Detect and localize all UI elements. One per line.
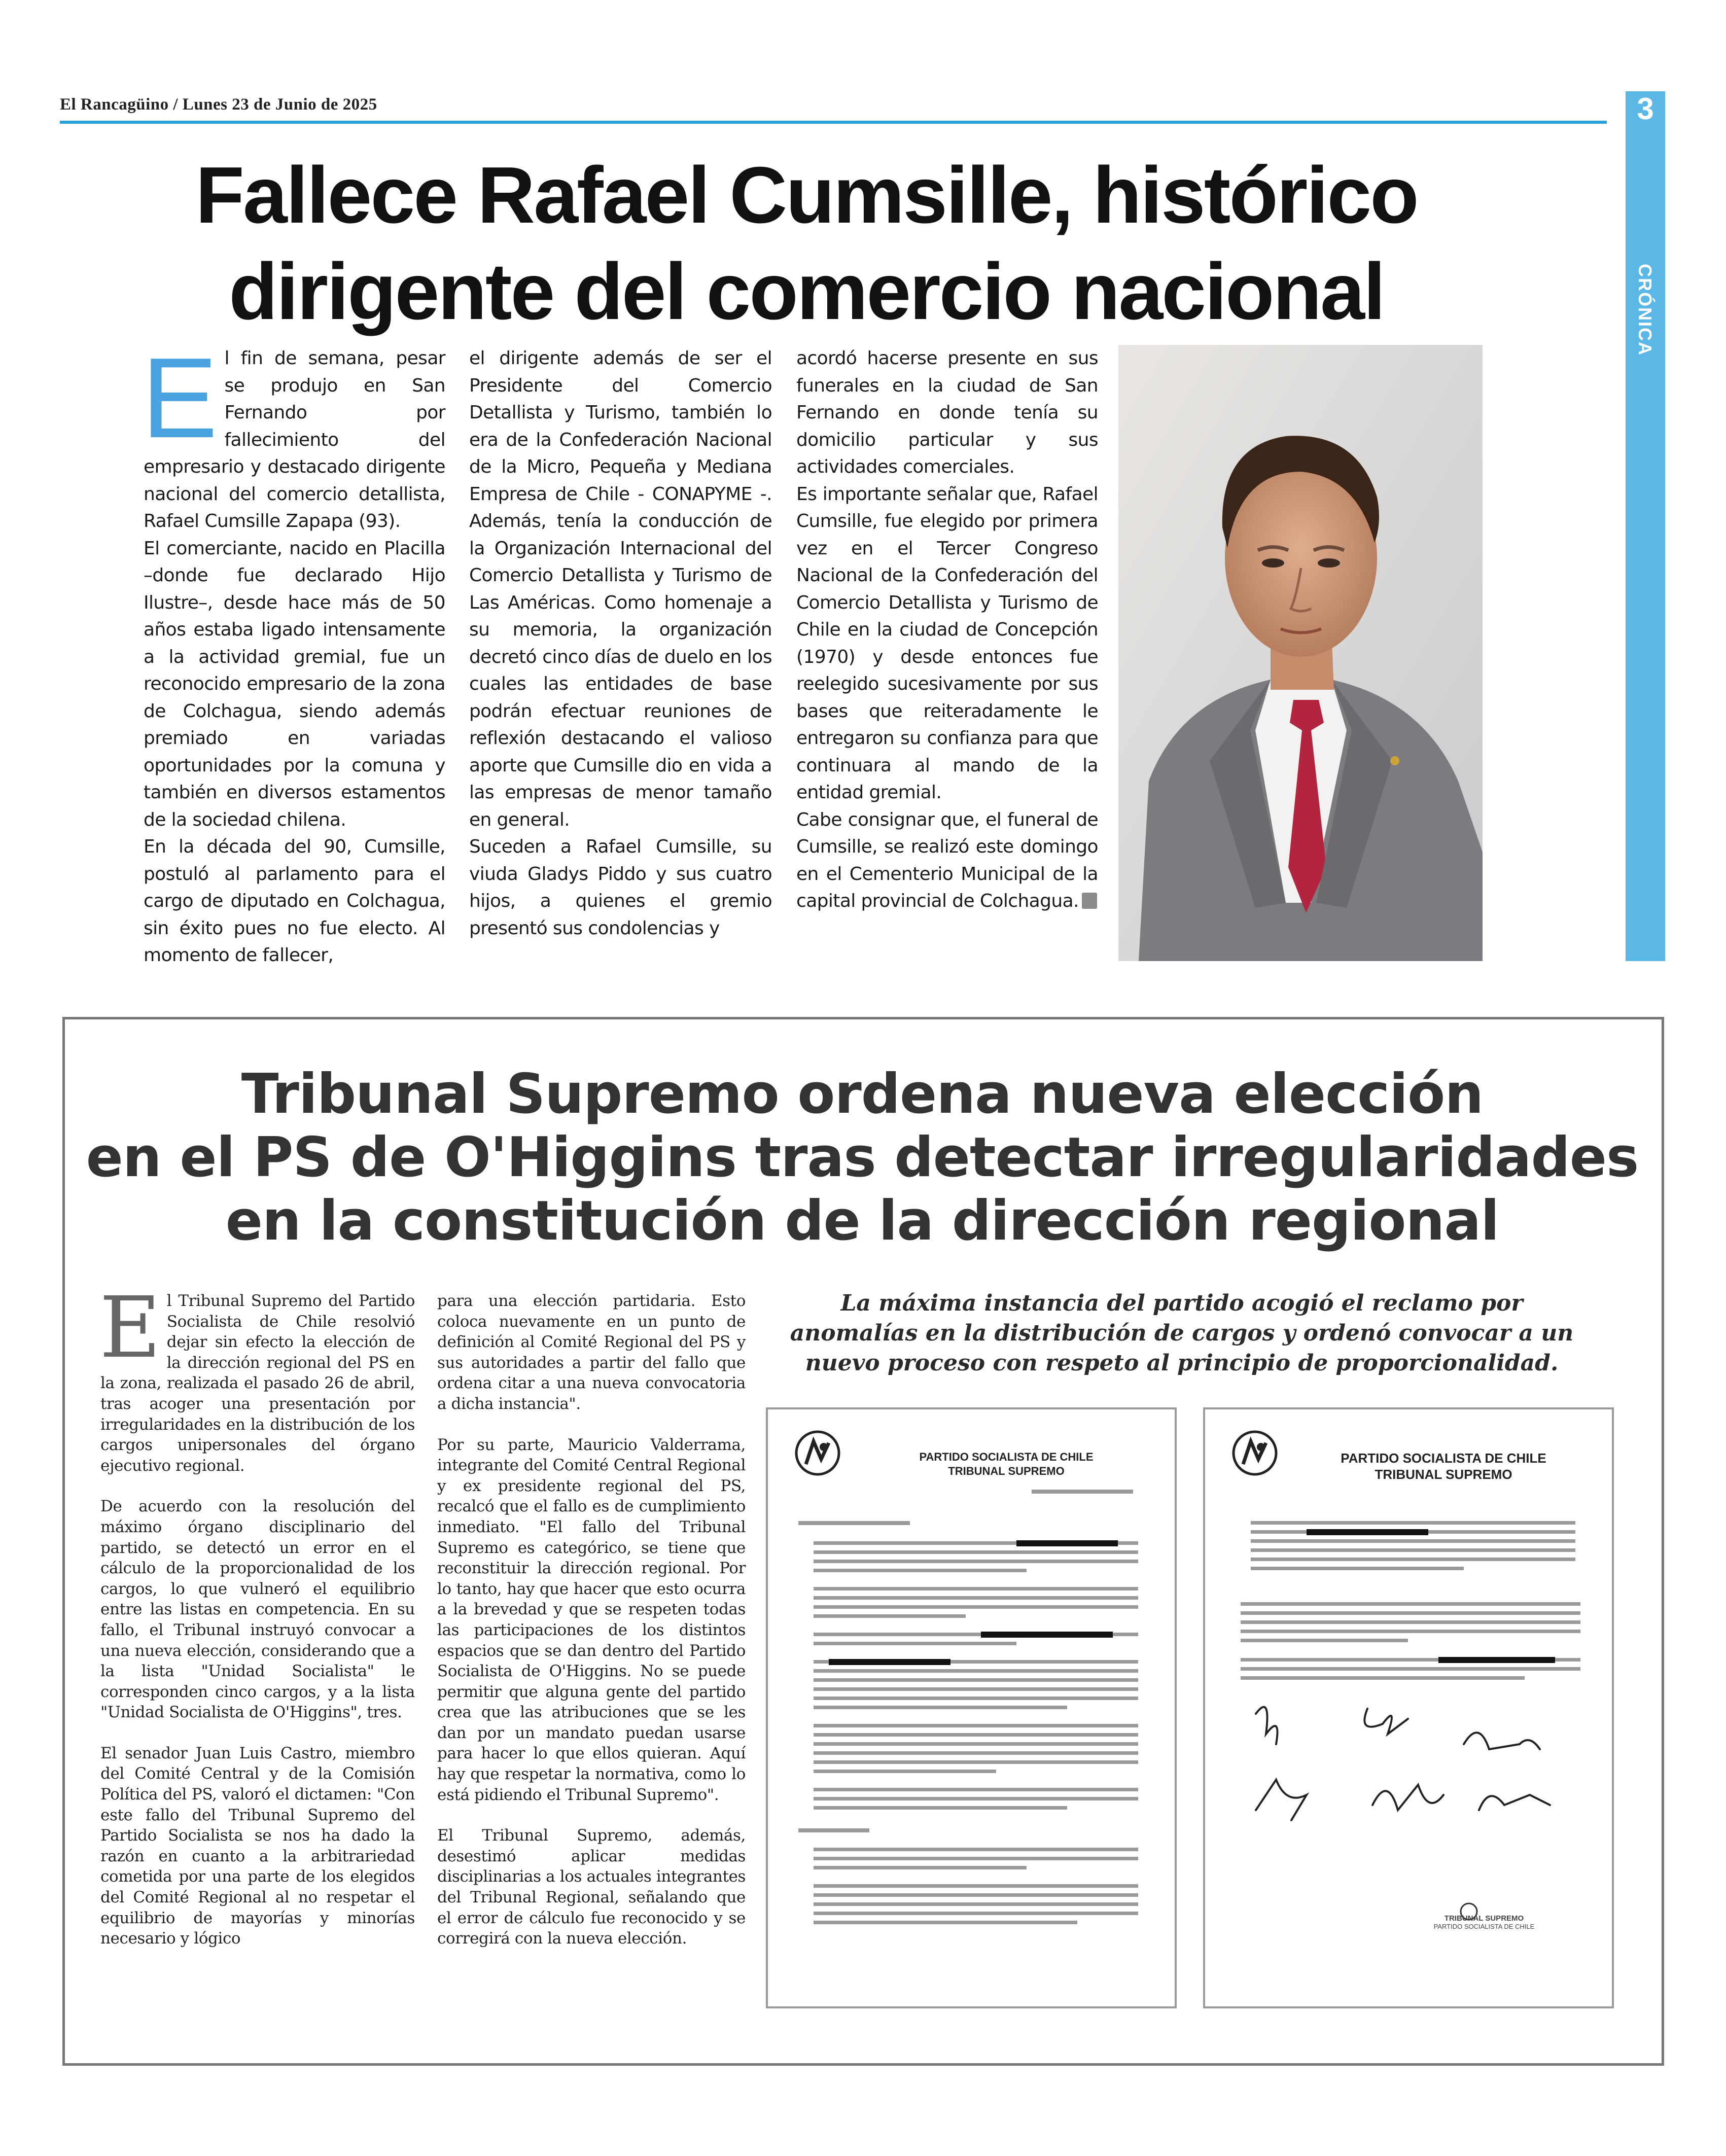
header-rule [60,121,1607,124]
document-header-line2: TRIBUNAL SUPREMO [1375,1467,1512,1482]
page-number: 3 [1637,92,1654,126]
article1-p5: Es importante señalar que, Rafael Cumsille, fue elegido por primera vez en el Tercer Congreso Nacional de la Confederación del Comercio Detallista y Turismo de Chile en la ciudad de Concepción (1970) y desde entonces fue reelegido sucesivamente por sus bases que reiteradamente le entregaron su confianza para que continuara al mando de la entidad gremial. [796,483,1098,803]
article2-p1: l Tribunal Supremo del Partido Socialista de Chile resolvió dejar sin efecto la elección de la dirección regional del PS en la zona, realizada el pasado 26 de abril, tras acoger una presentación por irregularidades en la distribución de los cargos unipersonales del órgano ejecutivo regional. [100,1292,415,1475]
article2-headline-line3: en la constitución de la dirección regional [225,1189,1499,1253]
document-header-line2: TRIBUNAL SUPREMO [948,1465,1065,1477]
article2-column-1 [99,1279,415,2011]
seal-line1: TRIBUNAL SUPREMO [1444,1914,1524,1923]
article2-subhead: La máxima instancia del partido acogió el reclamo por anomalías en la distribución de cargos y ordenó convocar a un nuevo proceso con respeto al principio de proporcionalidad. [790,1290,1574,1376]
article1-headline-line1: Fallece Rafael Cumsille, histórico [195,151,1418,240]
section-label [1629,264,1662,426]
article1-column-3 [796,345,1098,969]
article1-p6-text: Cabe consignar que, el funeral de Cumsille, se realizó este domingo en el Cementerio Municipal de la capital provincial de Colchagua. [796,809,1098,911]
article1-p1: l fin de semana, pesar se produjo en San Fernando por fallecimiento del empresario y destacado dirigente nacional del comercio detallista, Rafael Cumsille Zapapa (93). [144,348,445,532]
article1-column-2 [469,345,772,969]
article2-p3-cont: para una elección partidaria. Esto coloca nuevamente en un punto de definición al Comité Regional del PS y sus autoridades a partir del fallo que ordena citar a una nueva convocatoria a dicha instancia". [437,1292,746,1413]
portrait-photo-svg [1118,345,1483,961]
article1-p6 [796,806,1098,915]
article1-p3-part: En la década del 90, Cumsille, postuló al parlamento para el cargo de diputado en Colchagua, sin éxito pues no fue electo. Al momento de fallecer, [144,836,445,966]
article2-column-2 [437,1291,746,2011]
article2-p5: El Tribunal Supremo, además, desestimó aplicar medidas disciplinarias a los actuales integrantes del Tribunal Regional, señalando que el error de cálculo fue reconocido y se corregirá con la nueva elección. [437,1826,746,1948]
end-mark-icon [1082,893,1097,909]
seal-line2: PARTIDO SOCIALISTA DE CHILE [1433,1923,1535,1930]
article2-paragraph [99,1279,415,1476]
article1-paragraph [142,334,445,535]
section-tab [1626,91,1665,961]
document-header-line1: PARTIDO SOCIALISTA DE CHILE [1341,1451,1546,1466]
article1-p2: El comerciante, nacido en Placilla –donde fue declarado Hijo Ilustre–, desde hace más de 50 años estaba ligado intensamente a la actividad gremial, fue un reconocido empresario de la zona de Colchagua, siendo además premiado en variadas oportunidades por la comuna y también en diversos estamentos de la sociedad chilena. [144,538,445,830]
article1-p3-cont: el dirigente además de ser el Presidente del Comercio Detallista y Turismo, también lo era de la Confederación Nacional de la Micro, Pequeña y Mediana Empresa de Chile - CONAPYME -. Además, tenía la conducción de la Organización Internacional del Comercio Detallista y Turismo de Las Américas. Como homenaje a su memoria, la organización decretó cinco días de duelo en los cuales las entidades de base podrán efectuar reuniones de reflexión destacando el valioso aporte que Cumsille dio en vida a las empresas de menor tamaño en general. [469,348,772,830]
article2-p4: Por su parte, Mauricio Valderrama, integrante del Comité Central Regional y ex presidente regional del PS, recalcó que el fallo es de cumplimiento inmediato. "El fallo del Tribunal Supremo es categórico, se tiene que reconstituir la dirección regional. Por lo tanto, hay que hacer que esto ocurra a la brevedad y que se respeten todas las participaciones de los distintos espacios que se dan dentro del Partido Socialista de O'Higgins. No se puede permitir que alguna gente del partido crea que las atribuciones que se les dan por un mandato puedan usarse para hacer lo que ellos quieran. Aquí hay que respetar la normativa, como lo está pidiendo el Tribunal Supremo". [437,1435,746,1804]
resolution-document-page-2 [1203,1407,1614,2008]
article2-headline-line1: Tribunal Supremo ordena nueva elección [241,1063,1484,1126]
document-text-lines [768,1409,1175,2006]
article1-column-1 [142,334,445,969]
portrait-photo [1118,345,1483,961]
article1-p4-cont: acordó hacerse presente en sus funerales en la ciudad de San Fernando en donde tenía su domicilio particular y sus actividades comerciales. [796,348,1098,477]
tribunal-seal [1408,1914,1560,1930]
article2-headline-line2: en el PS de O'Higgins tras detectar irregularidades [86,1126,1639,1189]
article2-p2: De acuerdo con la resolución del máximo órgano disciplinario del partido, se detectó un error en el cálculo de la proporcionalidad de los cargos, lo que vulneró el equilibrio entre las listas en competencia. En su fallo, el Tribunal instruyó convocar a una nueva elección, considerando que a la lista "Unidad Socialista" le corresponden cinco cargos, y a la lista "Unidad Socialista de O'Higgins", tres. [100,1497,415,1722]
article2-dropcap: E [99,1279,161,1377]
resolution-document-page-1 [766,1407,1177,2008]
article1-headline-line2: dirigente del comercio nacional [229,247,1384,336]
article1-headline [122,147,1491,340]
article2-headline [76,1063,1648,1253]
document-header-line1: PARTIDO SOCIALISTA DE CHILE [919,1451,1094,1463]
article2-p3-part: El senador Juan Luis Castro, miembro del Comité Central y de la Comisión Política del PS, valoró el dictamen: "Con este fallo del Tribunal Supremo del Partido Socialista se nos ha dado la razón en cuanto a la arbitrariedad cometida por una parte de los elegidos del Comité Regional al no respetar el equilibrio de mayorías y minorías necesario y lógico [100,1744,415,1948]
section-label-text: CRÓNICA [1635,264,1655,356]
masthead: El Rancagüino / Lunes 23 de Junio de 2025 [60,95,377,114]
article1-p4-part: Suceden a Rafael Cumsille, su viuda Gladys Piddo y sus cuatro hijos, a quienes el gremio presentó sus condolencias y [469,836,772,939]
article1-dropcap: E [142,334,218,462]
